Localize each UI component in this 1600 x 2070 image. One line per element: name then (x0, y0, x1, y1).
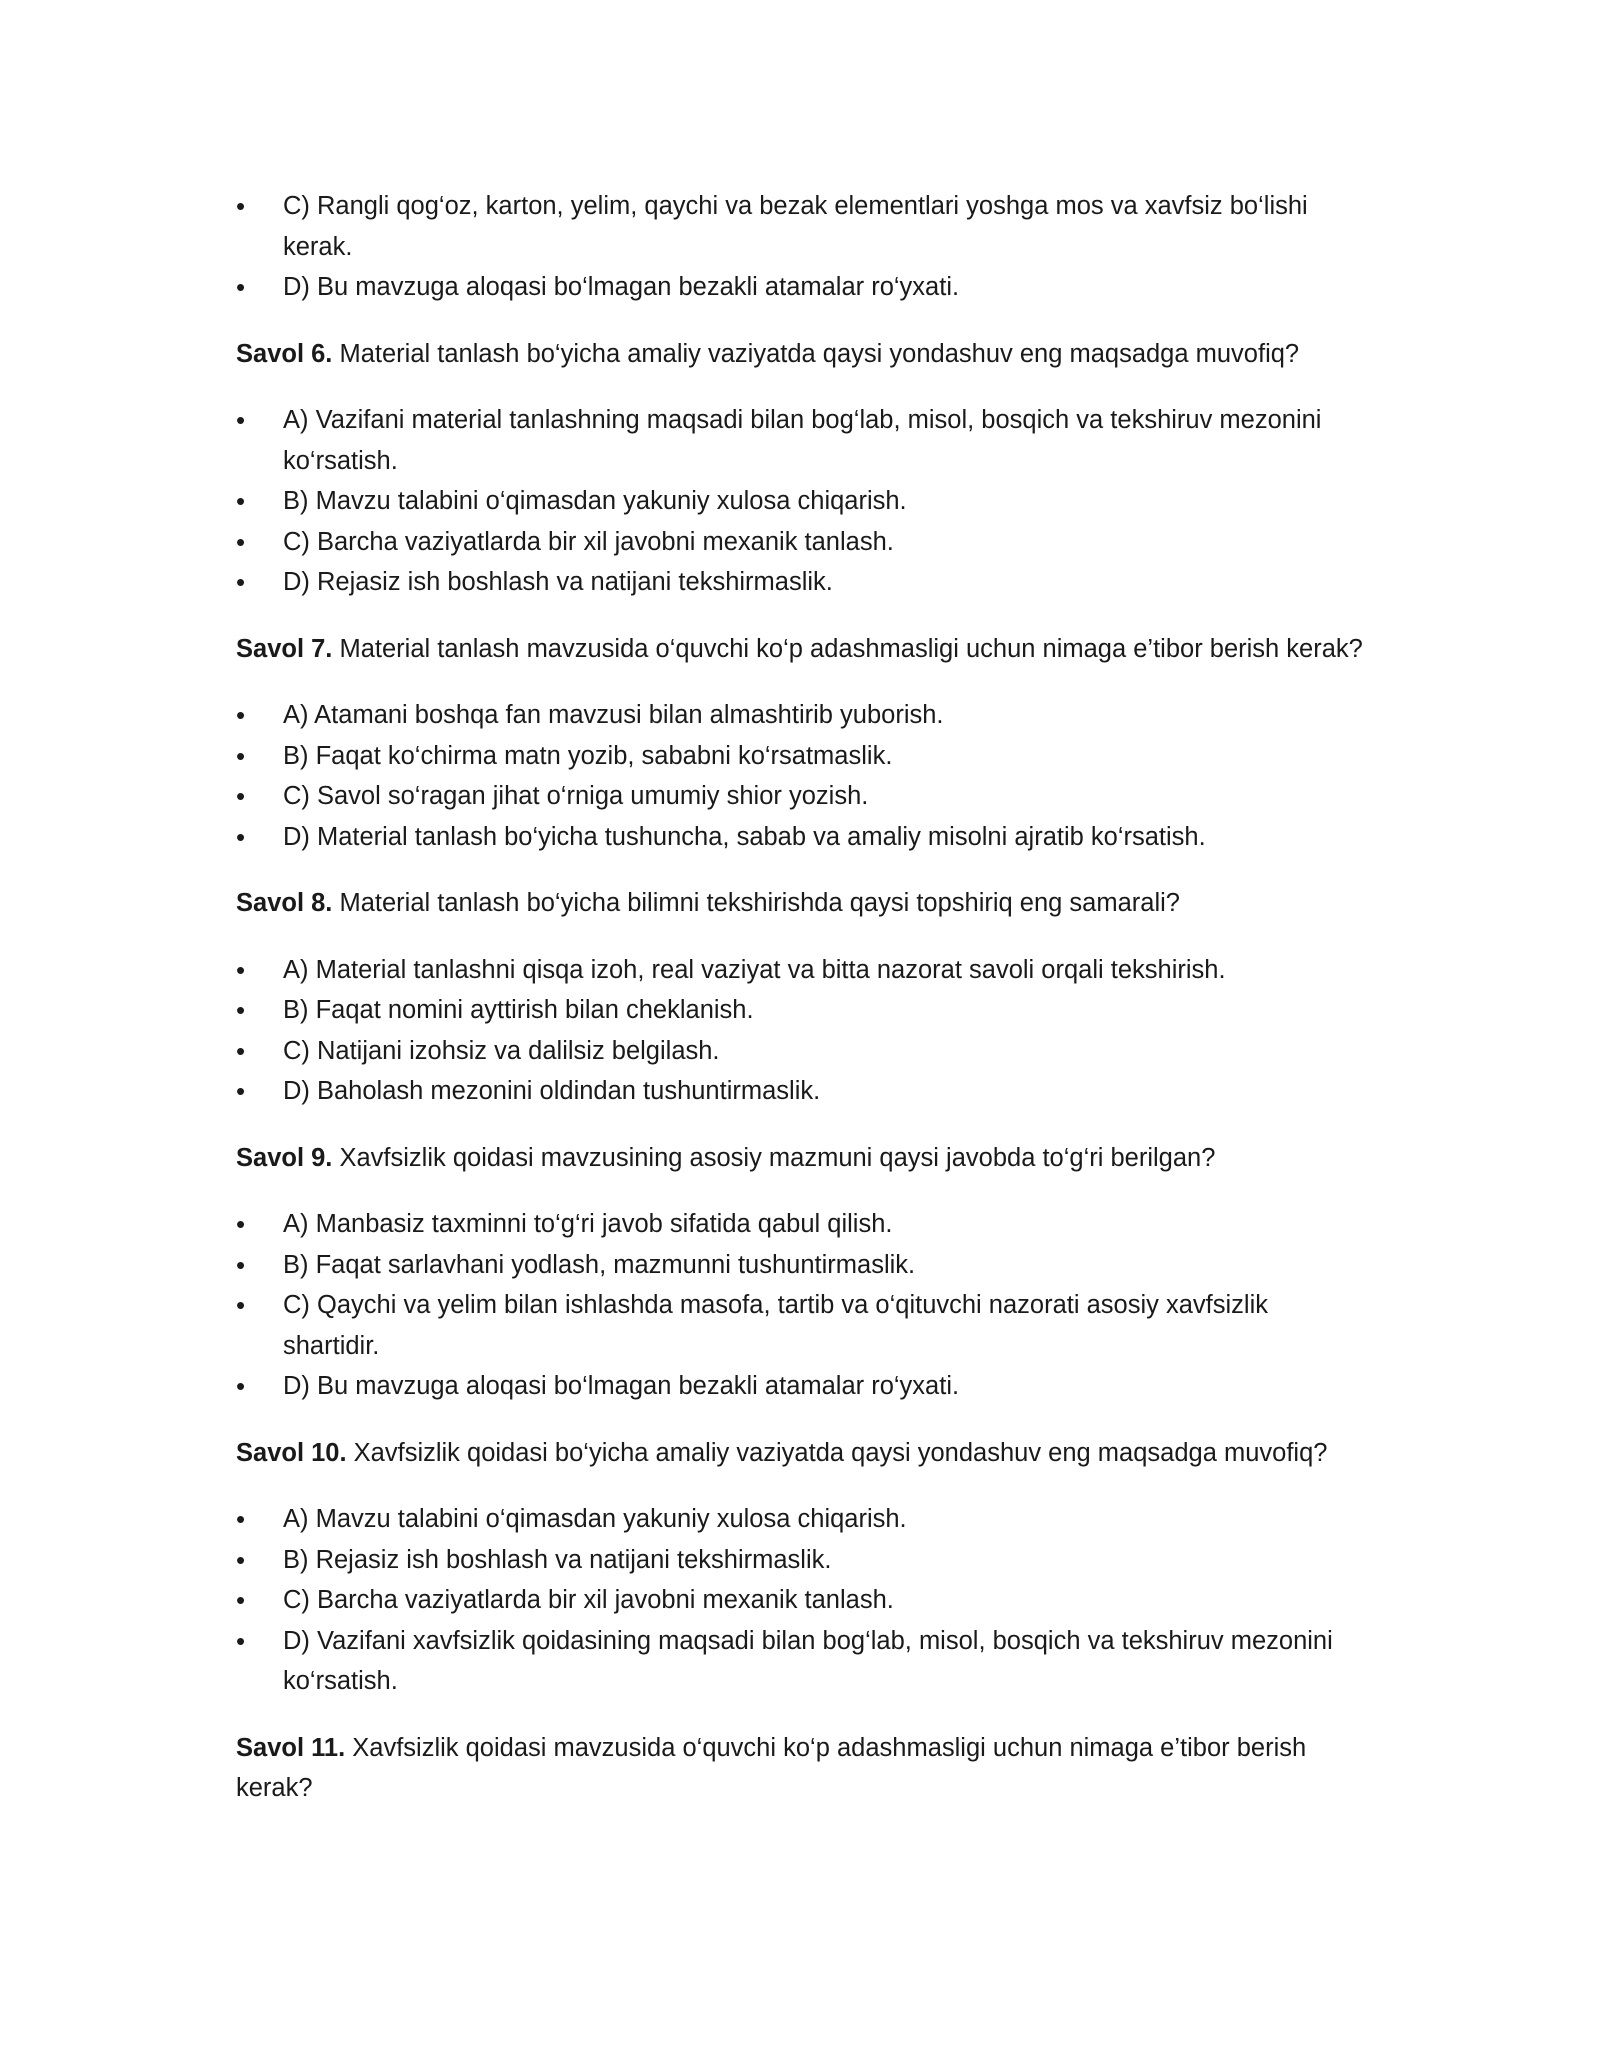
option-item (236, 1621, 1370, 1702)
option-item (236, 186, 1370, 267)
option-list (236, 1499, 1370, 1702)
option-item (236, 950, 1370, 991)
option-item (236, 1580, 1370, 1621)
option-item (236, 1540, 1370, 1581)
question-text (236, 1728, 1370, 1809)
question-body: Xavfsizlik qoidasi mavzusining asosiy mazmuni qaysi javobda to‘g‘ri berilgan? (332, 1143, 1216, 1172)
option-text: A) Vazifani material tanlashning maqsadi bilan bog‘lab, misol, bosqich va tekshiruv mezonini ko‘rsatish. (283, 406, 1322, 475)
bullet-icon: • (236, 567, 246, 597)
question-body: Material tanlash mavzusida o‘quvchi ko‘p adashmasligi uchun nimaga e’tibor berish kerak? (332, 634, 1363, 663)
option-text: D) Baholash mezonini oldindan tushuntirmaslik. (283, 1077, 821, 1105)
option-item (236, 1204, 1370, 1245)
question-label: Savol 6. (236, 339, 333, 368)
option-text: A) Material tanlashni qisqa izoh, real vaziyat va bitta nazorat savoli orqali tekshirish. (283, 955, 1226, 984)
bullet-icon: • (236, 272, 246, 302)
option-text: D) Rejasiz ish boshlash va natijani tekshirmaslik. (283, 568, 833, 596)
option-text: D) Bu mavzuga aloqasi bo‘lmagan bezakli atamalar ro‘yxati. (283, 273, 960, 301)
option-item (236, 1366, 1370, 1407)
option-list (236, 1204, 1370, 1407)
option-text: D) Vazifani xavfsizlik qoidasining maqsadi bilan bog‘lab, misol, bosqich va tekshiruv mezonini ko‘rsatish. (283, 1626, 1333, 1695)
option-text: D) Material tanlash bo‘yicha tushuncha, sabab va amaliy misolni ajratib ko‘rsatish. (283, 822, 1206, 851)
option-text: C) Barcha vaziyatlarda bir xil javobni mexanik tanlash. (283, 1586, 894, 1614)
question-body: Material tanlash bo‘yicha amaliy vaziyatda qaysi yondashuv eng maqsadga muvofiq? (332, 339, 1300, 368)
option-item (236, 481, 1370, 522)
option-item (236, 562, 1370, 603)
bullet-icon: • (236, 740, 246, 771)
question-label: Savol 7. (236, 634, 333, 663)
option-text: B) Rejasiz ish boshlash va natijani tekshirmaslik. (283, 1545, 832, 1574)
bullet-icon: • (236, 405, 246, 435)
bullet-icon: • (236, 821, 246, 852)
question-body: Xavfsizlik qoidasi bo‘yicha amaliy vaziyatda qaysi yondashuv eng maqsadga muvofiq? (346, 1438, 1328, 1467)
question-text (236, 334, 1370, 375)
option-text: A) Atamani boshqa fan mavzusi bilan almashtirib yuborish. (283, 701, 944, 729)
option-item (236, 1071, 1370, 1112)
bullet-icon: • (236, 700, 246, 730)
option-text: C) Qaychi va yelim bilan ishlashda masofa, tartib va o‘qituvchi nazorati asosiy xavfsizlik shartidir. (283, 1291, 1268, 1360)
option-list (236, 400, 1370, 603)
question-label: Savol 8. (236, 889, 333, 917)
option-item (236, 776, 1370, 817)
bullet-icon: • (236, 1249, 246, 1280)
bullet-icon: • (236, 1290, 246, 1320)
question-text (236, 1138, 1370, 1179)
option-item (236, 1245, 1370, 1286)
bullet-icon: • (236, 486, 246, 516)
option-text: B) Faqat sarlavhani yodlash, mazmunni tushuntirmaslik. (283, 1250, 916, 1279)
option-item (236, 695, 1370, 736)
option-item (236, 1499, 1370, 1540)
option-item (236, 1031, 1370, 1072)
bullet-icon: • (236, 1076, 246, 1106)
bullet-icon: • (236, 1035, 246, 1066)
bullet-icon: • (236, 1544, 246, 1575)
question-text (236, 883, 1370, 924)
bullet-icon: • (236, 1504, 246, 1534)
bullet-icon: • (236, 995, 246, 1025)
bullet-icon: • (236, 1371, 246, 1401)
option-text: C) Natijani izohsiz va dalilsiz belgilash. (283, 1036, 720, 1065)
bullet-icon: • (236, 526, 246, 557)
question-body: Xavfsizlik qoidasi mavzusida o‘quvchi ko‘p adashmasligi uchun nimaga e’tibor berish kerak? (236, 1733, 1307, 1802)
option-item (236, 736, 1370, 777)
option-item (236, 817, 1370, 858)
option-list (236, 186, 1370, 308)
option-item (236, 1285, 1370, 1366)
bullet-icon: • (236, 1209, 246, 1239)
question-text (236, 629, 1370, 670)
option-text: C) Savol so‘ragan jihat o‘rniga umumiy shior yozish. (283, 782, 869, 810)
option-text: B) Faqat ko‘chirma matn yozib, sababni ko‘rsatmaslik. (283, 741, 893, 770)
option-item (236, 990, 1370, 1031)
option-item (236, 267, 1370, 308)
option-list (236, 695, 1370, 857)
option-text: B) Faqat nomini ayttirish bilan cheklanish. (283, 996, 754, 1024)
bullet-icon: • (236, 191, 246, 221)
option-text: A) Mavzu talabini o‘qimasdan yakuniy xulosa chiqarish. (283, 1505, 907, 1533)
bullet-icon: • (236, 1625, 246, 1656)
question-label: Savol 9. (236, 1143, 333, 1172)
option-list (236, 950, 1370, 1112)
bullet-icon: • (236, 781, 246, 811)
bullet-icon: • (236, 954, 246, 985)
question-label: Savol 10. (236, 1438, 347, 1467)
question-body: Material tanlash bo‘yicha bilimni tekshirishda qaysi topshiriq eng samarali? (332, 889, 1180, 917)
option-item (236, 522, 1370, 563)
option-item (236, 400, 1370, 481)
bullet-icon: • (236, 1585, 246, 1615)
question-label: Savol 11. (236, 1733, 346, 1762)
option-text: B) Mavzu talabini o‘qimasdan yakuniy xulosa chiqarish. (283, 487, 907, 515)
option-text: C) Barcha vaziyatlarda bir xil javobni mexanik tanlash. (283, 527, 894, 556)
option-text: A) Manbasiz taxminni to‘g‘ri javob sifatida qabul qilish. (283, 1210, 893, 1238)
option-text: C) Rangli qog‘oz, karton, yelim, qaychi va bezak elementlari yoshga mos va xavfsiz bo‘lishi kerak. (283, 192, 1308, 261)
document-content (236, 186, 1370, 1809)
question-text (236, 1433, 1370, 1474)
option-text: D) Bu mavzuga aloqasi bo‘lmagan bezakli atamalar ro‘yxati. (283, 1372, 960, 1400)
